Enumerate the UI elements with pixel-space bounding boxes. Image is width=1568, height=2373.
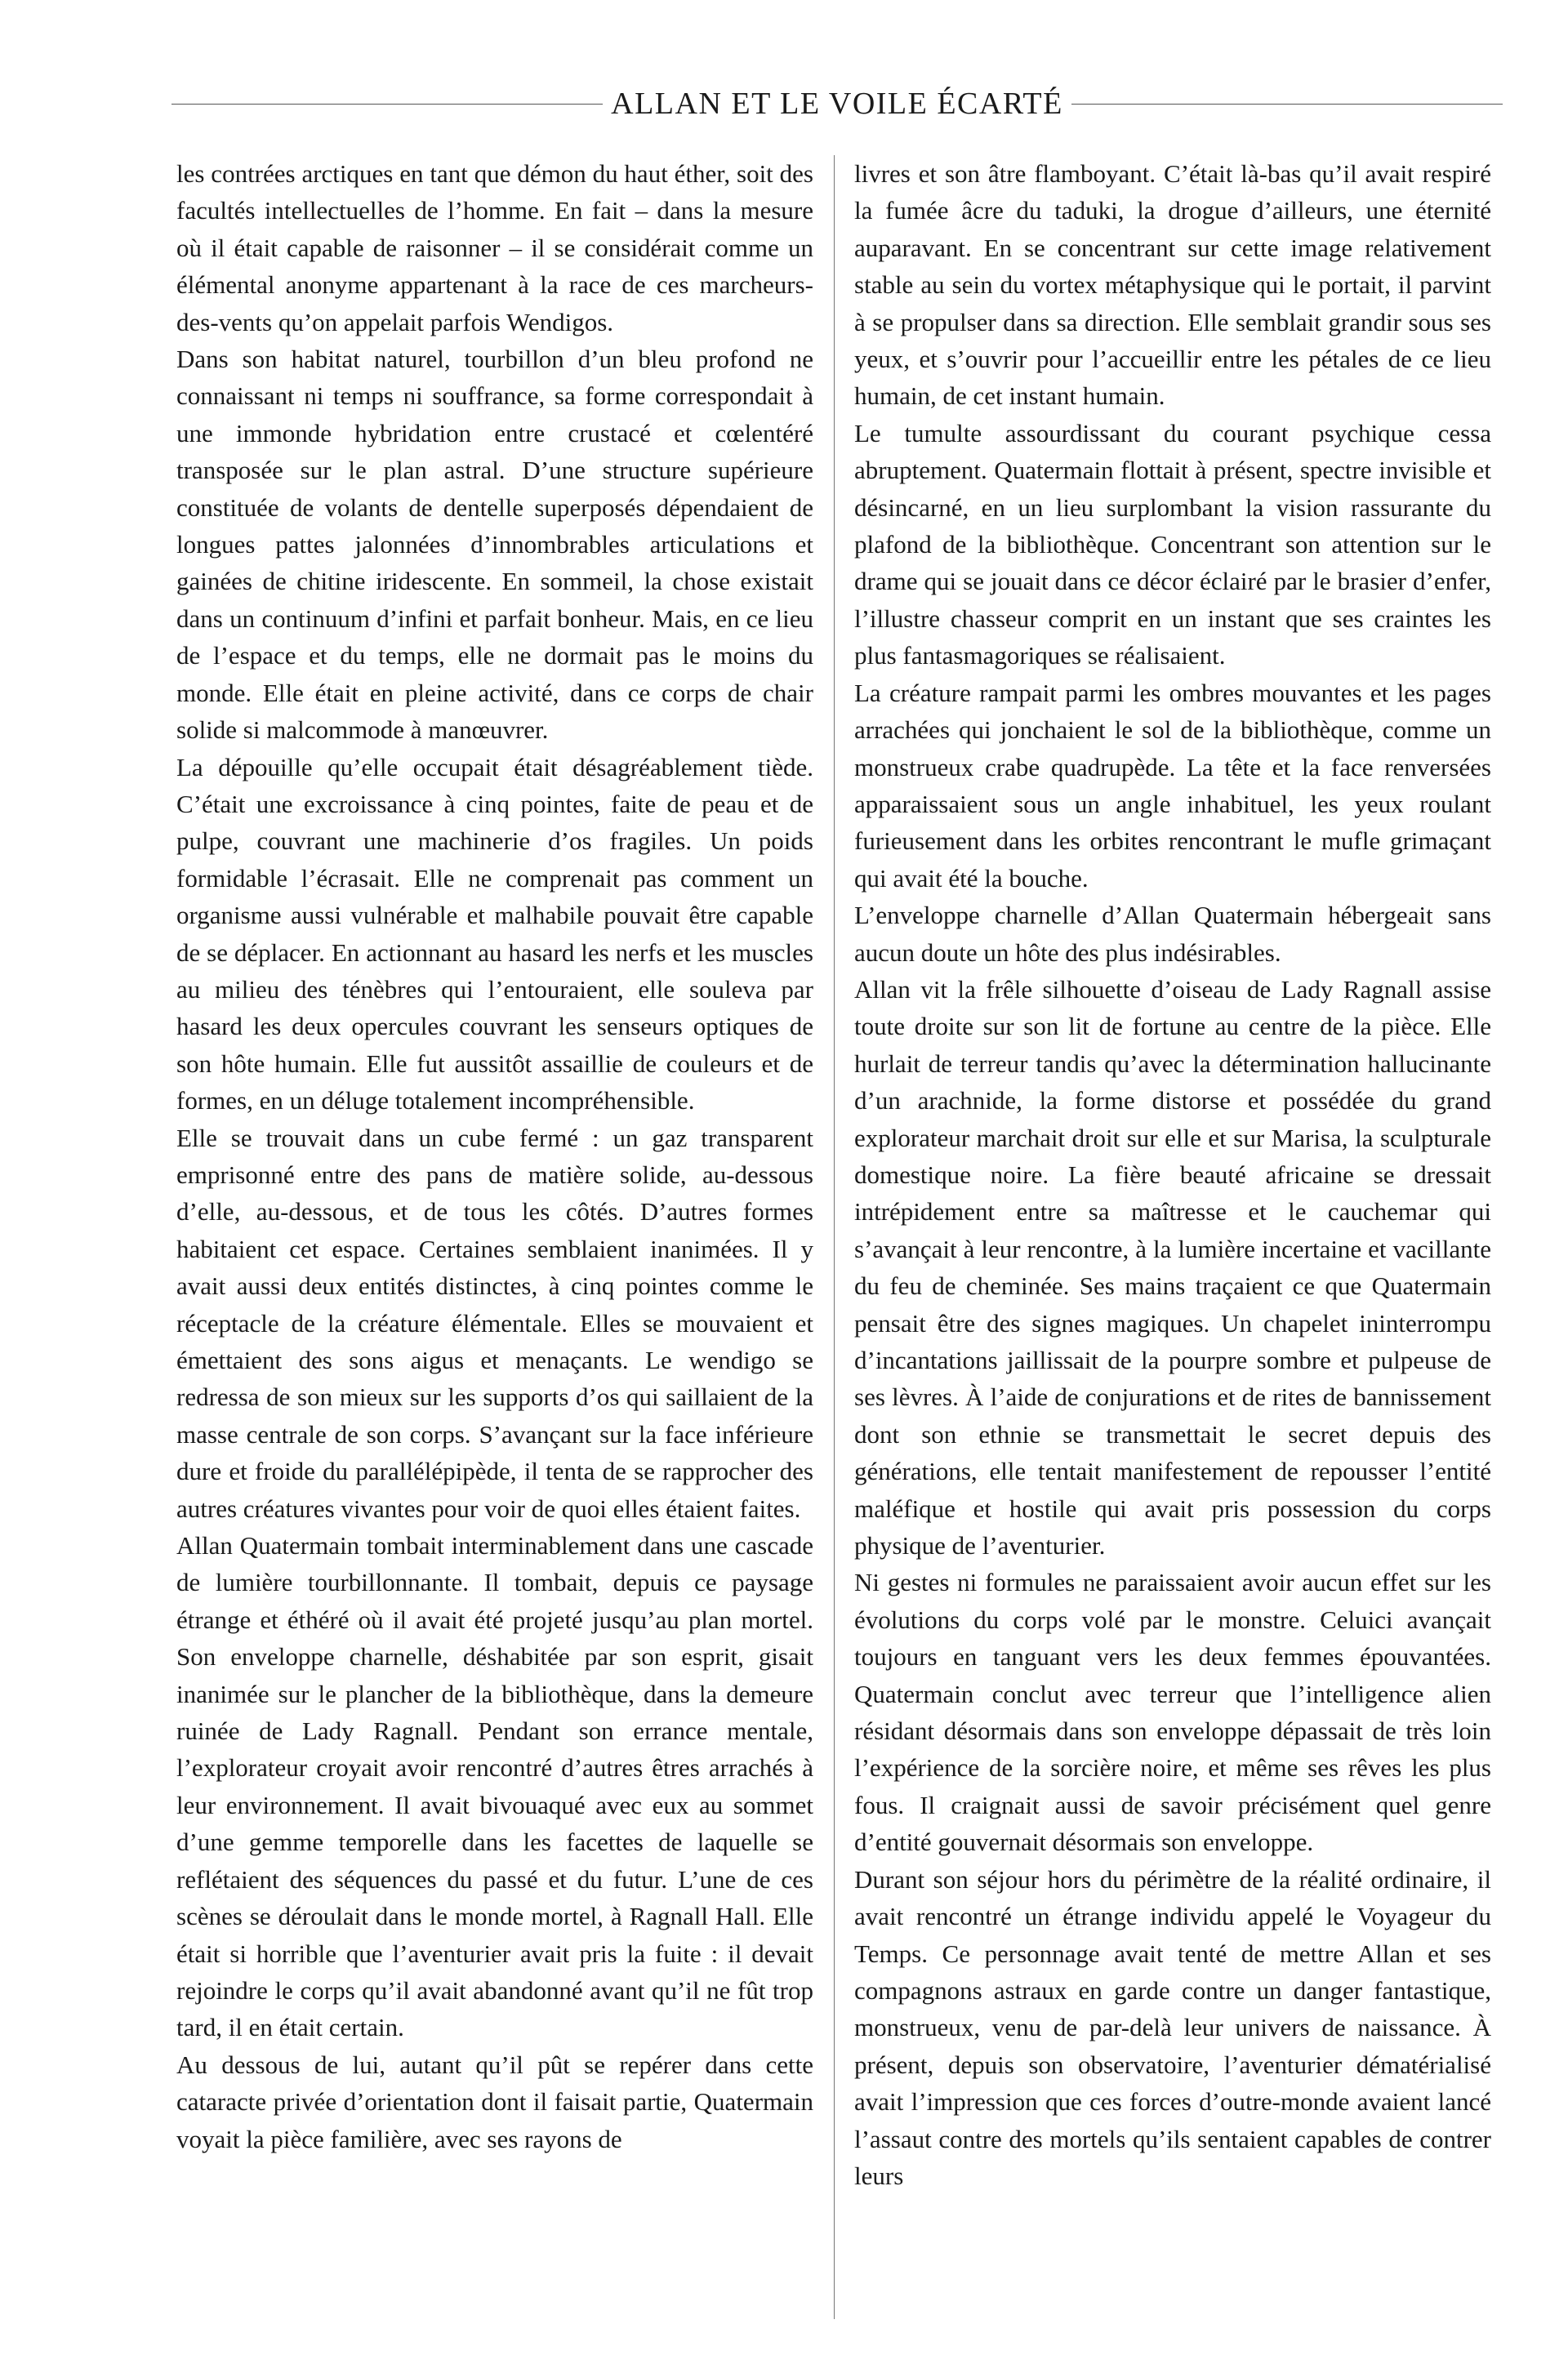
paragraph: La créature rampait parmi les ombres mouvantes et les pages arrachées qui jonchaient le sol de la bibliothèque, comme un monstrueux crabe quadrupède. La tête et la face renversées apparaissaient sous un angle inhabituel, les yeux roulant furieusement dans les orbites rencontrant le mufle grimaçant qui avait été la bouche. (854, 678, 1491, 893)
column-divider (834, 155, 835, 2319)
paragraph: Allan vit la frêle silhouette d’oiseau de Lady Ragnall assise toute droite sur son lit de fortune au centre de la pièce. Elle hurlait de terreur tandis qu’avec la détermination hallucinante d’un arachnide, la forme distorse et possédée du grand explorateur marchait droit sur elle et sur Marisa, la sculpturale domestique noire. La fière beauté africaine se dressait intrépidement entre sa maîtresse et le cauchemar qui s’avançait à leur rencontre, à la lumière incertaine et vacillante du feu de cheminée. Ses mains traçaient ce que Quatermain pensait être des signes magiques. Un chapelet ininterrompu d’incantations jaillissait de la pourpre sombre et pulpeuse de ses lèvres. À l’aide de conjurations et de rites de bannissement dont son ethnie se transmettait le secret depuis des générations, elle tentait manifestement de repousser l’entité maléfique et hostile qui avait pris possession du corps physique de l’aventurier. (854, 974, 1491, 1560)
paragraph: Ni gestes ni formules ne paraissaient avoir aucun effet sur les évolutions du corps volé par le monstre. Celuici avançait toujours en tanguant vers les deux femmes épouvantées. Quatermain conclut avec terreur que l’intelligence alien résidant désormais dans son enveloppe dépassait de très loin l’expérience de la sorcière noire, et même ses rêves les plus fous. Il craignait aussi de savoir précisément quel genre d’entité gouvernait désormais son enveloppe. (854, 1568, 1491, 1857)
paragraph: Au dessous de lui, autant qu’il pût se repérer dans cette cataracte privée d’orientation dont il faisait partie, Quatermain voyait la pièce familière, avec ses rayons de (176, 2050, 813, 2153)
paragraph: Elle se trouvait dans un cube fermé : un gaz transparent emprisonné entre des pans de matière solide, au-dessous d’elle, au-dessous, et de tous les côtés. D’autres formes habitaient cet espace. Certaines semblaient inanimées. Il y avait aussi deux entités distinctes, à cinq pointes comme le réceptacle de la créature élémentale. Elles se mouvaient et émettaient des sons aigus et menaçants. Le wendigo se redressa de son mieux sur les supports d’os qui saillaient de la masse centrale de son corps. S’avançant sur la face inférieure dure et froide du parallélépipède, il tenta de se rapprocher des autres créatures vivantes pour voir de quoi elles étaient faites. (176, 1123, 813, 1523)
paragraph: Allan Quatermain tombait interminablement dans une cascade de lumière tourbillonnante. Il tombait, depuis ce paysage étrange et éthéré où il avait été projeté jusqu’au plan mortel. Son enveloppe charnelle, déshabitée par son esprit, gisait inanimée sur le plancher de la bibliothèque, dans la demeure ruinée de Lady Ragnall. Pendant son errance mentale, l’explorateur croyait avoir rencontré d’autres êtres arrachés à leur environnement. Il avait bivouaqué avec eux au sommet d’une gemme temporelle dans les facettes de laquelle se reflétaient des séquences du passé et du futur. L’une de ces scènes se déroulait dans le monde mortel, à Ragnall Hall. Elle était si horrible que l’aventurier avait pris la fuite : il devait rejoindre le corps qu’il avait abandonné avant qu’il ne fût trop tard, il en était certain. (176, 1531, 813, 2042)
header-rule-right (1071, 104, 1503, 105)
paragraph: les contrées arctiques en tant que démon du haut éther, soit des facultés intellectuelles de l’homme. En fait – dans la mesure où il était capable de raisonner – il se considérait comme un élémental anonyme appartenant à la race de ces marcheurs-des-vents qu’on appelait parfois Wendigos. (176, 159, 813, 336)
left-text-column (176, 155, 813, 2157)
paragraph: L’enveloppe charnelle d’Allan Quatermain hébergeait sans aucun doute un hôte des plus indésirables. (854, 901, 1491, 967)
right-text-column (854, 155, 1491, 2194)
paragraph: Durant son séjour hors du périmètre de la réalité ordinaire, il avait rencontré un étrange individu appelé le Voyageur du Temps. Ce personnage avait tenté de mettre Allan et ses compagnons astraux en garde contre un danger fantastique, monstrueux, venu de par-delà leur univers de naissance. À présent, depuis son observatoire, l’aventurier dématérialisé avait l’impression que ces forces d’outre-monde avaient lancé l’assaut contre des mortels qu’ils sentaient capables de contrer leurs (854, 1864, 1491, 2190)
running-title: ALLAN ET LE VOILE ÉCARTÉ (611, 87, 1063, 121)
paragraph: Dans son habitat naturel, tourbillon d’un bleu profond ne connaissant ni temps ni souffrance, sa forme correspondait à une immonde hybridation entre crustacé et cœlentéré transposée sur le plan astral. D’une structure supérieure constituée de volants de dentelle superposés dépendaient de longues pattes jalonnées d’innombrables articulations et gainées de chitine iridescente. En sommeil, la chose existait dans un continuum d’infini et parfait bonheur. Mais, en ce lieu de l’espace et du temps, elle ne dormait pas le moins du monde. Elle était en pleine activité, dans ce corps de chair solide si malcommode à manœuvrer. (176, 345, 813, 745)
paragraph: livres et son âtre flamboyant. C’était là-bas qu’il avait respiré la fumée âcre du taduki, la drogue d’ailleurs, une éternité auparavant. En se concentrant sur cette image relativement stable au sein du vortex métaphysique qui le portait, il parvint à se propulser dans sa direction. Elle semblait grandir sous ses yeux, et s’ouvrir pour l’accueillir entre les pétales de ce lieu humain, de cet instant humain. (854, 159, 1491, 411)
running-head (172, 83, 1503, 124)
paragraph: Le tumulte assourdissant du courant psychique cessa abruptement. Quatermain flottait à présent, spectre invisible et désincarné, en un lieu surplombant la vision rassurante du plafond de la bibliothèque. Concentrant son attention sur le drame qui se jouait dans ce décor éclairé par le brasier d’enfer, l’illustre chasseur comprit en un instant que ses craintes les plus fantasmagoriques se réalisaient. (854, 418, 1491, 670)
header-rule-left (172, 104, 603, 105)
paragraph: La dépouille qu’elle occupait était désagréablement tiède. C’était une excroissance à cinq pointes, faite de peau et de pulpe, couvrant une machinerie d’os fragiles. Un poids formidable l’écrasait. Elle ne comprenait pas comment un organisme aussi vulnérable et malhabile pouvait être capable de se déplacer. En actionnant au hasard les nerfs et les muscles au milieu des ténèbres qui l’entouraient, elle souleva par hasard les deux opercules couvrant les senseurs optiques de son hôte humain. Elle fut aussitôt assaillie de couleurs et de formes, en un déluge totalement incompréhensible. (176, 752, 813, 1115)
